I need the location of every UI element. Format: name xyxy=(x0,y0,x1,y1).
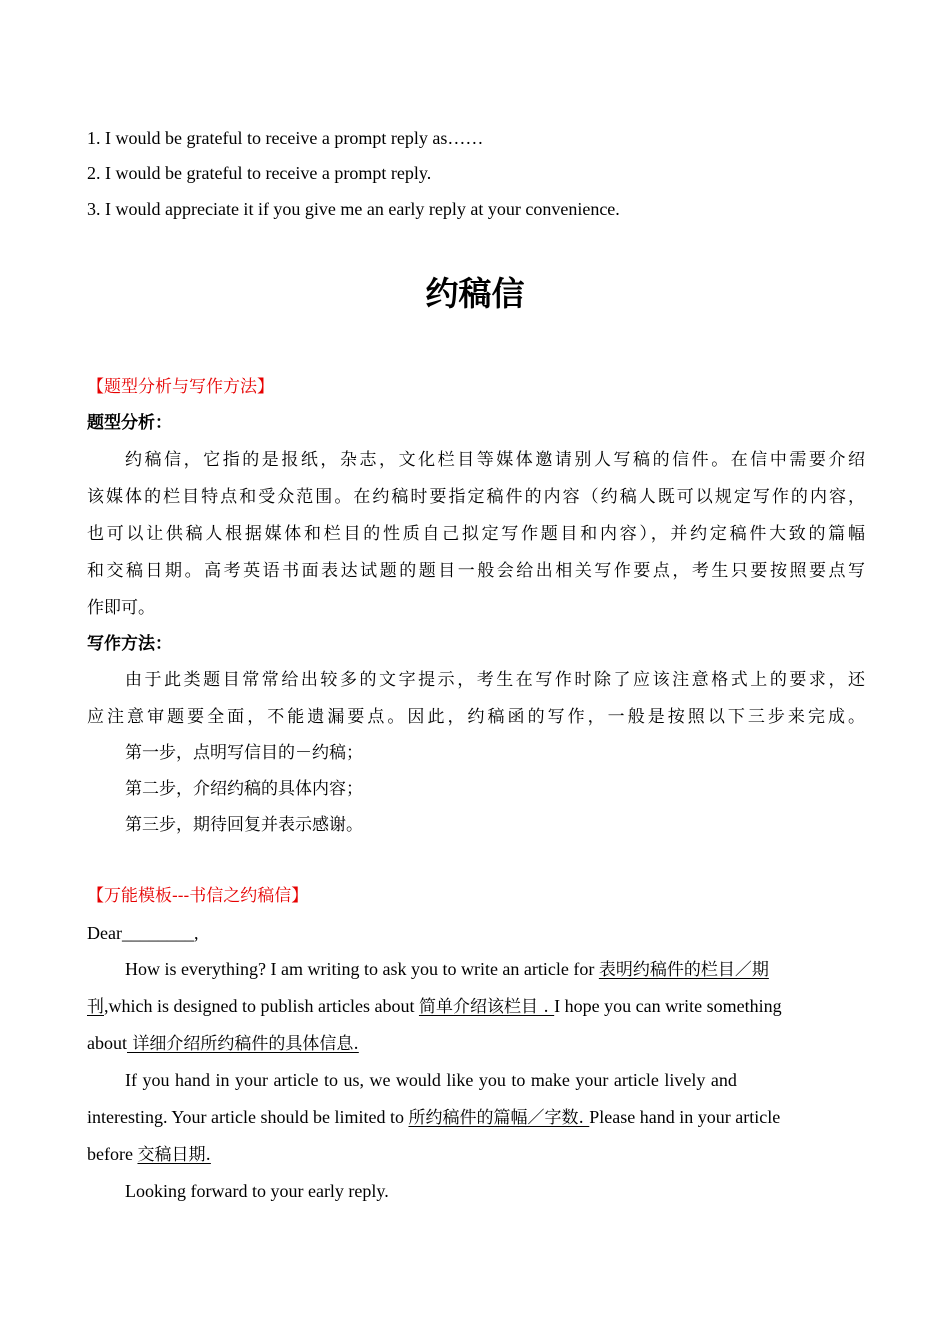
template-section-heading: 【万能模板---书信之约稿信】 xyxy=(87,886,309,906)
type-analysis-line-2: 该媒体的栏目特点和受众范围。在约稿时要指定稿件的内容（约稿人既可以规定写作的内容， xyxy=(87,487,865,507)
writing-method-line-2: 应注意审题要全面，不能遗漏要点。因此，约稿函的写作，一般是按照以下三步来完成。 xyxy=(87,707,865,727)
fill-blank-column-end: 刊 xyxy=(87,997,104,1017)
type-analysis-label: 题型分析： xyxy=(87,413,172,433)
type-analysis-line-1: 约稿信，它指的是报纸，杂志，文化栏目等媒体邀请别人写稿的信件。在信中需要介绍 xyxy=(125,450,865,470)
letter-closing: Looking forward to your early reply. xyxy=(125,1181,389,1201)
step-2: 第二步，介绍约稿的具体内容； xyxy=(125,779,363,799)
letter-paragraph-2-line-1: If you hand in your article to us, we would like you to make your article lively and xyxy=(125,1070,737,1090)
letter-paragraph-1-line-2 xyxy=(87,994,865,1019)
fill-blank-length: 所约稿件的篇幅／字数. xyxy=(408,1108,590,1128)
writing-method-label: 写作方法： xyxy=(87,634,172,654)
letter-paragraph-2-line-3 xyxy=(87,1142,865,1167)
type-analysis-line-3: 也可以让供稿人根据媒体和栏目的性质自己拟定写作题目和内容），并约定稿件大致的篇幅 xyxy=(87,524,865,544)
analysis-section-heading: 【题型分析与写作方法】 xyxy=(87,377,274,397)
fill-blank-deadline: 交稿日期. xyxy=(137,1145,211,1165)
letter-text: before xyxy=(87,1144,138,1164)
type-analysis-line-5: 作即可。 xyxy=(87,598,155,618)
letter-text: ,which is designed to publish articles about xyxy=(104,996,419,1016)
intro-sentence-3: 3. I would appreciate it if you give me an early reply at your convenience. xyxy=(87,199,620,219)
writing-method-line-1: 由于此类题目常常给出较多的文字提示，考生在写作时除了应该注意格式上的要求，还 xyxy=(125,670,865,690)
letter-paragraph-2-line-2 xyxy=(87,1105,865,1130)
letter-salutation: Dear________, xyxy=(87,923,199,943)
type-analysis-line-4: 和交稿日期。高考英语书面表达试题的题目一般会给出相关写作要点，考生只要按照要点写 xyxy=(87,561,865,581)
fill-blank-column: 表明约稿件的栏目／期 xyxy=(598,960,769,980)
step-1: 第一步，点明写信目的－约稿； xyxy=(125,743,363,763)
letter-text: I hope you can write something xyxy=(554,996,782,1016)
letter-text: How is everything? I am writing to ask you to write an article for xyxy=(125,959,599,979)
letter-paragraph-1-line-3 xyxy=(87,1031,865,1056)
step-3: 第三步，期待回复并表示感谢。 xyxy=(125,815,363,835)
fill-blank-column-intro: 简单介绍该栏目 . xyxy=(418,997,555,1017)
letter-text: about xyxy=(87,1033,127,1053)
page-title: 约稿信 xyxy=(425,274,525,313)
intro-sentence-2: 2. I would be grateful to receive a prompt reply. xyxy=(87,163,432,183)
letter-text: Please hand in your article xyxy=(589,1107,781,1127)
fill-blank-article-details: 详细介绍所约稿件的具体信息. xyxy=(127,1034,359,1054)
intro-sentence-1: 1. I would be grateful to receive a prompt reply as…… xyxy=(87,128,484,148)
letter-paragraph-1-line-1 xyxy=(125,957,865,982)
letter-text: interesting. Your article should be limited to xyxy=(87,1107,409,1127)
